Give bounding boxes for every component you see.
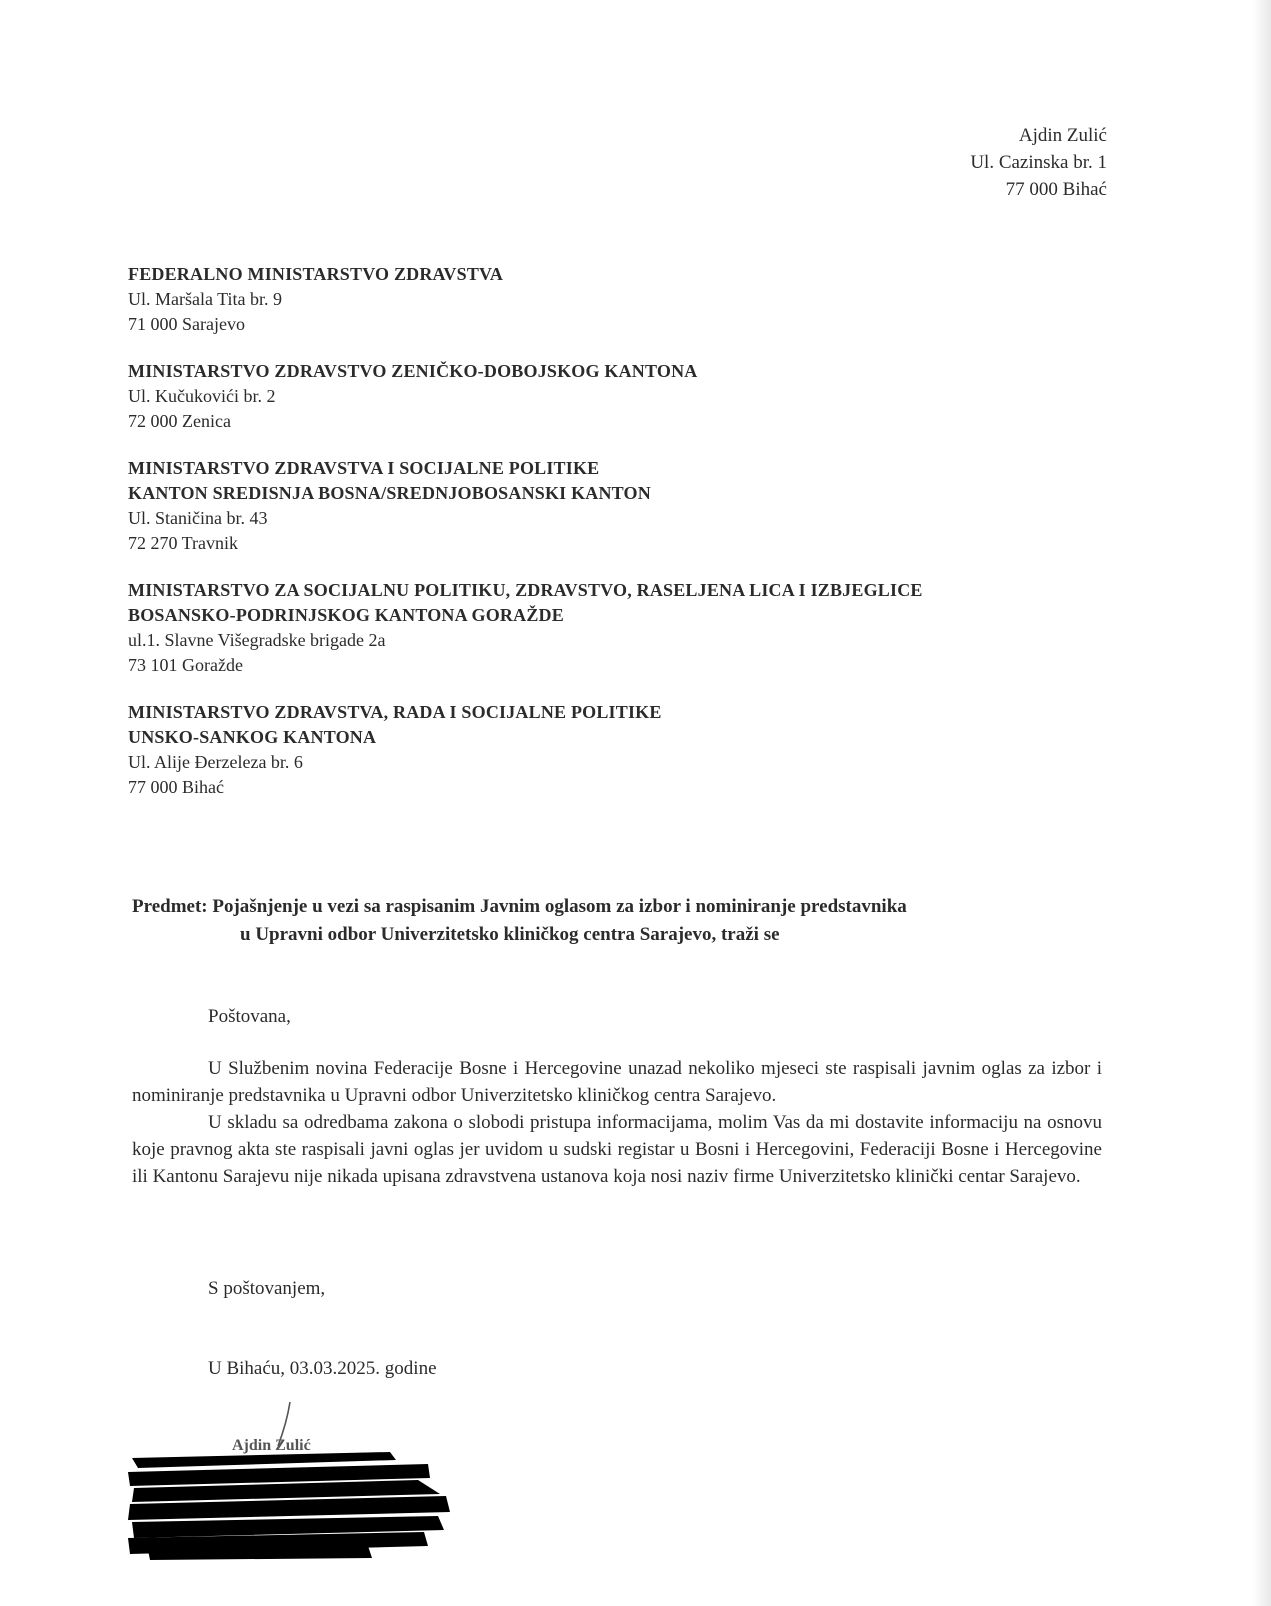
recipient-city: 71 000 Sarajevo [128,314,245,334]
recipient-street: Ul. Maršala Tita br. 9 [128,289,283,309]
subject-line-1: Pojašnjenje u vezi sa raspisanim Javnim oglasom za izbor i nominiranje predstavnika [212,896,907,917]
recipients-list [128,262,1128,822]
recipient-name-line2: UNSKO-SANKOG KANTONA [128,727,377,747]
subject-label: Predmet: [132,896,208,917]
subject-line-2: u Upravni odbor Univerzitetsko kliničkog centra Sarajevo, traži se [240,924,780,945]
recipient-name-line2: KANTON SREDISNJA BOSNA/SREDNJOBOSANSKI KANTON [128,483,651,503]
page-edge-shadow [1253,0,1271,1606]
signature-name: Ajdin Zulić [232,1437,311,1454]
recipient-city: 72 000 Zenica [128,411,231,431]
recipient-city: 77 000 Bihać [128,777,224,797]
sender-street: Ul. Cazinska br. 1 [970,152,1107,173]
recipient-name: FEDERALNO MINISTARSTVO ZDRAVSTVA [128,264,504,284]
recipient-zenica-ministry [128,359,1128,434]
body-paragraph: U Službenim novina Federacije Bosne i Hercegovine unazad nekoliko mjeseci ste raspisali javnim oglas za izbor i nominiranje predstavnika u Upravni odbor Univerzitetsko kliničkog centra Sarajevo. [132,1058,1102,1106]
sender-address [970,122,1107,203]
recipient-street: Ul. Staničina br. 43 [128,508,268,528]
recipient-name-line2: BOSANSKO-PODRINJSKOG KANTONA GORAŽDE [128,605,564,625]
recipient-name: MINISTARSTVO ZDRAVSTVA, RADA I SOCIJALNE POLITIKE [128,702,662,722]
sender-name: Ajdin Zulić [1018,125,1107,146]
recipient-bihac-ministry [128,700,1128,800]
recipient-name: MINISTARSTVO ZDRAVSTVO ZENIČKO-DOBOJSKOG KANTONA [128,361,698,381]
redaction-mark-icon [128,1450,458,1560]
subject-block [132,893,1132,949]
recipient-street: ul.1. Slavne Višegradske brigade 2a [128,630,386,650]
letter-body [132,1055,1102,1190]
recipient-travnik-ministry [128,456,1128,556]
recipient-name: MINISTARSTVO ZA SOCIJALNU POLITIKU, ZDRAVSTVO, RASELJENA LICA I IZBJEGLICE [128,580,923,600]
sender-city: 77 000 Bihać [1005,179,1107,200]
place-date: U Bihaću, 03.03.2025. godine [208,1358,437,1379]
recipient-name: MINISTARSTVO ZDRAVSTVA I SOCIJALNE POLITIKE [128,458,600,478]
recipient-gorazde-ministry [128,578,1128,678]
recipient-street: Ul. Alije Đerzeleza br. 6 [128,752,303,772]
salutation: Poštovana, [208,1006,291,1027]
body-paragraph: U skladu sa odredbama zakona o slobodi pristupa informacijama, molim Vas da mi dostavite informaciju na osnovu koje pravnog akta ste raspisali javni oglas jer uvidom u sudski registar u Bosni i Hercegovini, Federaciji Bosne i Hercegovine ili Kantonu Sarajevu nije nikada upisana zdravstvena ustanova koja nosi naziv firme Univerzitetsko klinički centar Sarajevo. [132,1112,1102,1187]
recipient-federal-ministry [128,262,1128,337]
recipient-street: Ul. Kučukovići br. 2 [128,386,276,406]
closing: S poštovanjem, [208,1278,326,1299]
recipient-city: 73 101 Goražde [128,655,243,675]
recipient-city: 72 270 Travnik [128,533,239,553]
